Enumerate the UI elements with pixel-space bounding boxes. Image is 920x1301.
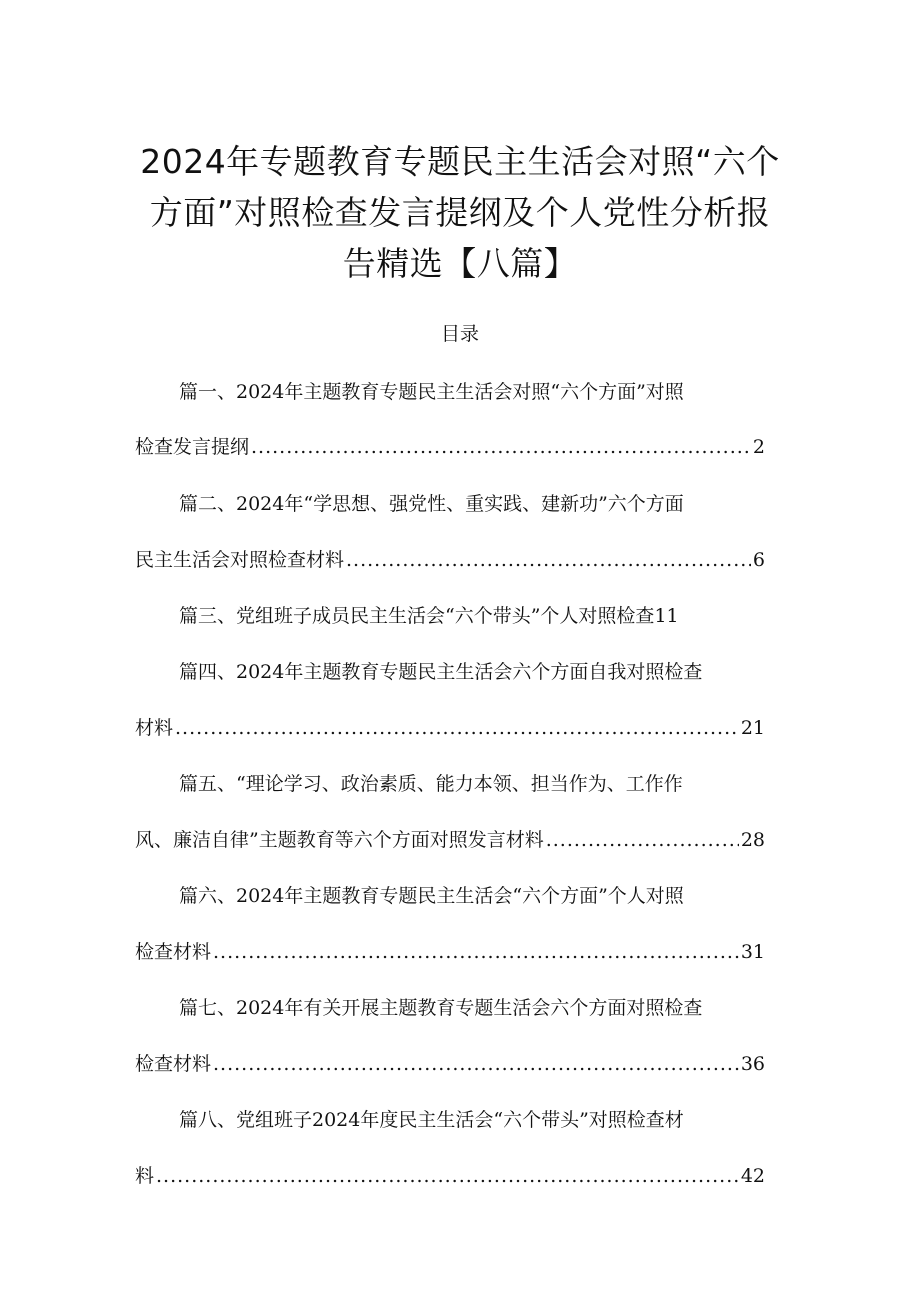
toc-entry-text: 篇三、党组班子成员民主生活会“六个带头”个人对照检查 (179, 605, 655, 627)
toc-page-number: 28 (740, 829, 765, 851)
toc-entry-6-line2[interactable] (135, 937, 765, 967)
toc-leader-dots (251, 432, 751, 462)
toc-entry-text: 民主生活会对照检查材料 (135, 549, 345, 571)
toc-entry-1-line2[interactable] (135, 432, 765, 462)
toc-leader-dots (213, 937, 739, 967)
toc-page-number: 42 (740, 1165, 765, 1187)
toc-entry-text: 风、廉洁自律”主题教育等六个方面对照发言材料 (135, 829, 544, 851)
title-line-2: 方面”对照检查发言提纲及个人党性分析报 (149, 193, 771, 232)
toc-entry-4-line2[interactable] (135, 713, 765, 743)
toc-entry-6-line1[interactable]: 篇六、2024年主题教育专题民主生活会“六个方面”个人对照 (179, 885, 684, 907)
toc-entry-5-line1[interactable]: 篇五、“理论学习、政治素质、能力本领、担当作为、工作作 (179, 773, 683, 795)
title-line-3: 告精选【八篇】 (342, 244, 578, 283)
document-title (140, 136, 780, 289)
toc-entry-text: 材料 (135, 717, 174, 739)
toc-page-number: 11 (654, 605, 679, 627)
title-line-1: 2024年专题教育专题民主生活会对照“六个 (140, 142, 780, 181)
toc-leader-dots (156, 1161, 739, 1191)
toc-page-number: 31 (740, 941, 765, 963)
toc-entry-text: 料 (135, 1165, 155, 1187)
toc-entry-5-line2[interactable] (135, 825, 765, 855)
toc-page-number: 21 (740, 717, 765, 739)
toc-entry-1-line1[interactable]: 篇一、2024年主题教育专题民主生活会对照“六个方面”对照 (179, 381, 684, 403)
toc-entry-7-line1[interactable]: 篇七、2024年有关开展主题教育专题生活会六个方面对照检查 (179, 997, 703, 1019)
toc-entry-8-line2[interactable] (135, 1161, 765, 1191)
toc-entry-4-line1[interactable]: 篇四、2024年主题教育专题民主生活会六个方面自我对照检查 (179, 661, 703, 683)
toc-entry-8-line1[interactable]: 篇八、党组班子2024年度民主生活会“六个带头”对照检查材 (179, 1109, 684, 1131)
toc-page-number: 36 (740, 1053, 765, 1075)
toc-entry-2-line1[interactable]: 篇二、2024年“学思想、强党性、重实践、建新功”六个方面 (179, 493, 684, 515)
toc-leader-dots (213, 1049, 739, 1079)
toc-leader-dots (546, 825, 739, 855)
toc-entry-text: 检查发言提纲 (135, 436, 250, 458)
toc-entry-text: 检查材料 (135, 941, 212, 963)
toc-heading: 目录 (440, 323, 479, 345)
toc-entry-2-line2[interactable] (135, 545, 765, 575)
toc-entry-3[interactable] (135, 601, 765, 631)
toc-leader-dots (175, 713, 739, 743)
toc-leader-dots (346, 545, 751, 575)
toc-entry-text: 检查材料 (135, 1053, 212, 1075)
toc-page-number: 6 (752, 549, 765, 571)
toc-entry-7-line2[interactable] (135, 1049, 765, 1079)
toc-page-number: 2 (752, 436, 765, 458)
